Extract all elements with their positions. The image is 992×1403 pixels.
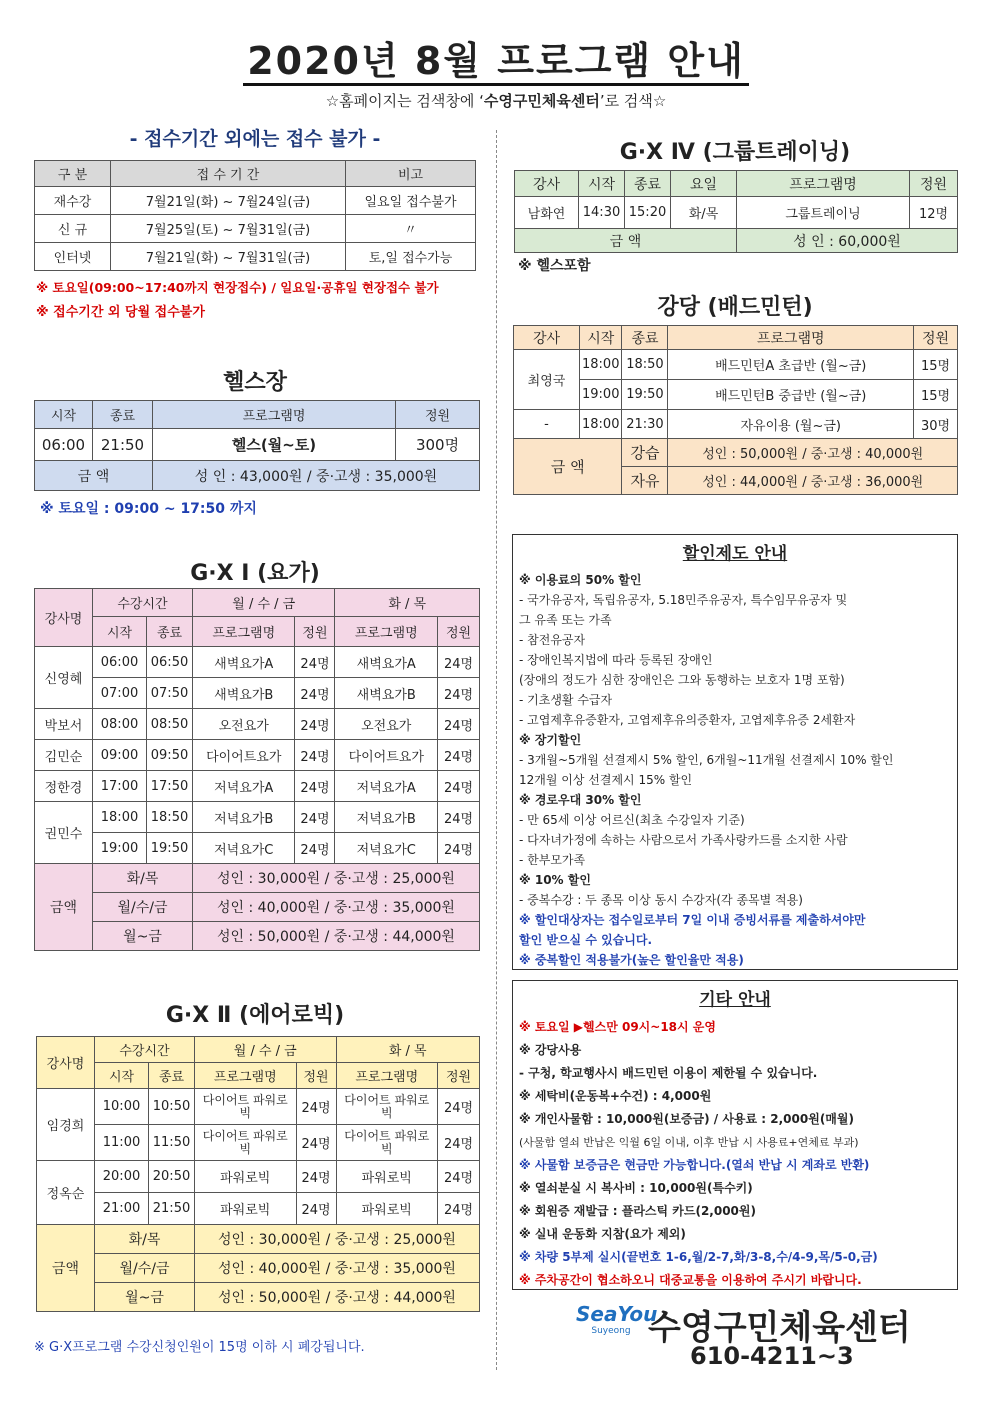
gx4-heading: G·X Ⅳ (그룹트레이닝): [619, 140, 851, 165]
discount-line: ※ 10% 할인: [519, 873, 591, 887]
gx2-heading: G·X Ⅱ (에어로빅): [165, 1003, 345, 1028]
gym-heading: 강당 (배드민턴): [657, 295, 813, 320]
reg-table: 구 분 접 수 기 간 비고 재수강 7월21일(화) ~ 7월24일(금) 일요일 접수불가 신 규 7월25일(토) ~ 7월31일(금) 〃 인터넷 7월21일(화) ~ 7월31일(금) 토,일 접수가능: [34, 160, 476, 271]
etc-line: ※ 주차공간이 협소하오니 대중교통을 이용하여 주시기 바랍니다.: [519, 1273, 862, 1287]
reg-note-1: ※ 토요일(09:00~17:40까지 현장접수) / 일요일·공휴일 현장접수 불가: [36, 280, 439, 295]
search-hint: ☆홈페이지는 검색창에 ‘수영구민체육센터’로 검색☆: [325, 92, 667, 110]
gx1-table: 강사명 수강시간 월 / 수 / 금 화 / 목 시작 종료 프로그램명 정원 프로그램명 정원 신영혜 06:00 06:50 새벽요가A 24명 새벽요가A 24명 07:00 07:50 새벽요가B 24명 새벽요가B 24명 박보서 08:00 08:50 오전요가 24명 오전요가 24명 김민순 09:00 09:50 다이어트요가 24명 다이어트요가 24명 정한경 17:00 17:50 저녁요가A 24명 저녁요가A 24명 권민수 18:00 18:50 저녁요가B 24명 저녁요가B 24명 19:00 19:50 저녁요가C 24명 저녁요가C 24명 금액 화/목 성인 : 30,000원 / 중·고생 : 25,000원 월/수/금 성인 : 40,000원 / 중·고생 : 35,000원 월~금 성인 : 50,000원 / 중·고생 : 44,000원: [34, 588, 480, 951]
etc-lines: [519, 1016, 951, 1292]
discount-box: [512, 534, 958, 970]
discount-line: - 중복수강 : 두 종목 이상 동시 수강자(각 종목별 적용): [519, 893, 803, 907]
discount-line: - 다자녀가정에 속하는 사람으로서 가족사랑카드를 소지한 사람: [519, 833, 848, 847]
health-heading: 헬스장: [223, 370, 287, 395]
discount-line: - 기초생활 수급자: [519, 693, 613, 707]
etc-line: ※ 토요일 ▶헬스만 09시~18시 운영: [519, 1020, 716, 1034]
etc-box: [512, 980, 958, 1290]
phone-number: 610-4211~3: [690, 1342, 854, 1370]
etc-line: - 구청, 학교행사시 배드민턴 이용이 제한될 수 있습니다.: [519, 1066, 818, 1080]
etc-line: ※ 차량 5부제 실시(끝번호 1-6,월/2-7,화/3-8,수/4-9,목/5-0,금): [519, 1250, 878, 1264]
discount-line: ※ 장기할인: [519, 733, 582, 747]
etc-line: ※ 세탁비(운동복+수건) : 4,000원: [519, 1089, 712, 1103]
etc-line: ※ 사물함 보증금은 현금만 가능합니다.(열쇠 반납 시 계좌로 반환): [519, 1158, 870, 1172]
discount-line: - 한부모가족: [519, 853, 586, 867]
gx4-table: 강사 시작 종료 요일 프로그램명 정원 남화연 14:30 15:20 화/목 그룹트레이닝 12명 금 액 성 인 : 60,000원: [514, 170, 958, 253]
health-table: 시작 종료 프로그램명 정원 06:00 21:50 헬스(월~토) 300명 금 액 성 인 : 43,000원 / 중·고생 : 35,000원: [34, 400, 480, 491]
discount-line: - 장애인복지법에 따라 등록된 장애인: [519, 653, 713, 667]
seayou-logo: SeaYou Suyeong: [576, 1302, 658, 1336]
gx2-note: ※ G·X프로그램 수강신청인원이 15명 이하 시 폐강됩니다.: [34, 1340, 365, 1355]
discount-line: 할인 받으실 수 있습니다.: [519, 933, 653, 947]
gx1-heading: G·X Ⅰ (요가): [190, 561, 320, 586]
etc-line: ※ 강당사용: [519, 1043, 582, 1057]
discount-heading: 할인제도 안내: [682, 544, 788, 564]
discount-lines: [519, 570, 951, 970]
etc-heading: 기타 안내: [699, 990, 771, 1010]
discount-line: ※ 경로우대 30% 할인: [519, 793, 642, 807]
etc-line: ※ 열쇠분실 시 복사비 : 10,000원(특수키): [519, 1181, 753, 1195]
discount-line: - 국가유공자, 독립유공자, 5.18민주유공자, 특수임무유공자 및: [519, 593, 848, 607]
gx2-table: 강사명 수강시간 월 / 수 / 금 화 / 목 시작 종료 프로그램명 정원 프로그램명 정원 임경희 10:00 10:50 다이어트 파워로빅 24명 다이어트 파워로빅 24명 11:00 11:50 다이어트 파워로빅 24명 다이어트 파워로빅 24명 정옥순 20:00 20:50 파워로빅 24명 파워로빅 24명 21:00 21:50 파워로빅 24명 파워로빅 24명 금액 화/목 성인 : 30,000원 / 중·고생 : 25,000원 월/수/금 성인 : 40,000원 / 중·고생 : 35,000원 월~금 성인 : 50,000원 / 중·고생 : 44,000원: [36, 1036, 480, 1312]
reg-note-2: ※ 접수기간 외 당월 접수불가: [36, 305, 205, 320]
etc-line: ※ 실내 운동화 지참(요가 제외): [519, 1227, 686, 1241]
discount-line: 12개월 이상 선결제시 15% 할인: [519, 773, 693, 787]
etc-line: ※ 회원증 재발급 : 플라스틱 카드(2,000원): [519, 1204, 756, 1218]
center-name: 수영구민체육센터: [648, 1308, 911, 1348]
discount-line: ※ 이용료의 50% 할인: [519, 573, 642, 587]
discount-line: (장애의 정도가 심한 장애인은 그와 동행하는 보호자 1명 포함): [519, 673, 845, 687]
discount-line: ※ 중복할인 적용불가(높은 할인율만 적용): [519, 953, 744, 967]
discount-line: - 참전유공자: [519, 633, 586, 647]
etc-line: (사물함 열쇠 반납은 익월 6일 이내, 이후 반납 시 사용료+연체료 부과): [519, 1136, 859, 1149]
discount-line: - 만 65세 이상 어르신(최초 수강일자 기준): [519, 813, 745, 827]
column-divider: [496, 130, 497, 1370]
reg-heading: - 접수기간 외에는 접수 불가 -: [129, 128, 381, 150]
gx4-note: ※ 헬스포함: [518, 258, 591, 274]
discount-line: 그 유족 또는 가족: [519, 613, 612, 627]
gym-table: 강사 시작 종료 프로그램명 정원 최영국 18:00 18:50 배드민턴A 초급반 (월~금) 15명 19:00 19:50 배드민턴B 중급반 (월~금) 15명 - 18:00 21:30 자유이용 (월~금) 30명 금 액 강습 성인 : 50,000원 / 중·고생 : 40,000원 자유 성인 : 44,000원 / 중·고생 : 36,000원: [513, 325, 958, 495]
health-note: ※ 토요일 : 09:00 ~ 17:50 까지: [40, 501, 257, 517]
page-title: 2020년 8월 프로그램 안내: [0, 30, 992, 85]
discount-line: - 3개월~5개월 선결제시 5% 할인, 6개월~11개월 선결제시 10% 할인: [519, 753, 894, 767]
etc-line: ※ 개인사물함 : 10,000원(보증금) / 사용료 : 2,000원(매월): [519, 1112, 854, 1126]
discount-line: ※ 할인대상자는 접수일로부터 7일 이내 증빙서류를 제출하셔야만: [519, 913, 866, 927]
discount-line: - 고엽제후유증환자, 고엽제후유의증환자, 고엽제후유증 2세환자: [519, 713, 856, 727]
